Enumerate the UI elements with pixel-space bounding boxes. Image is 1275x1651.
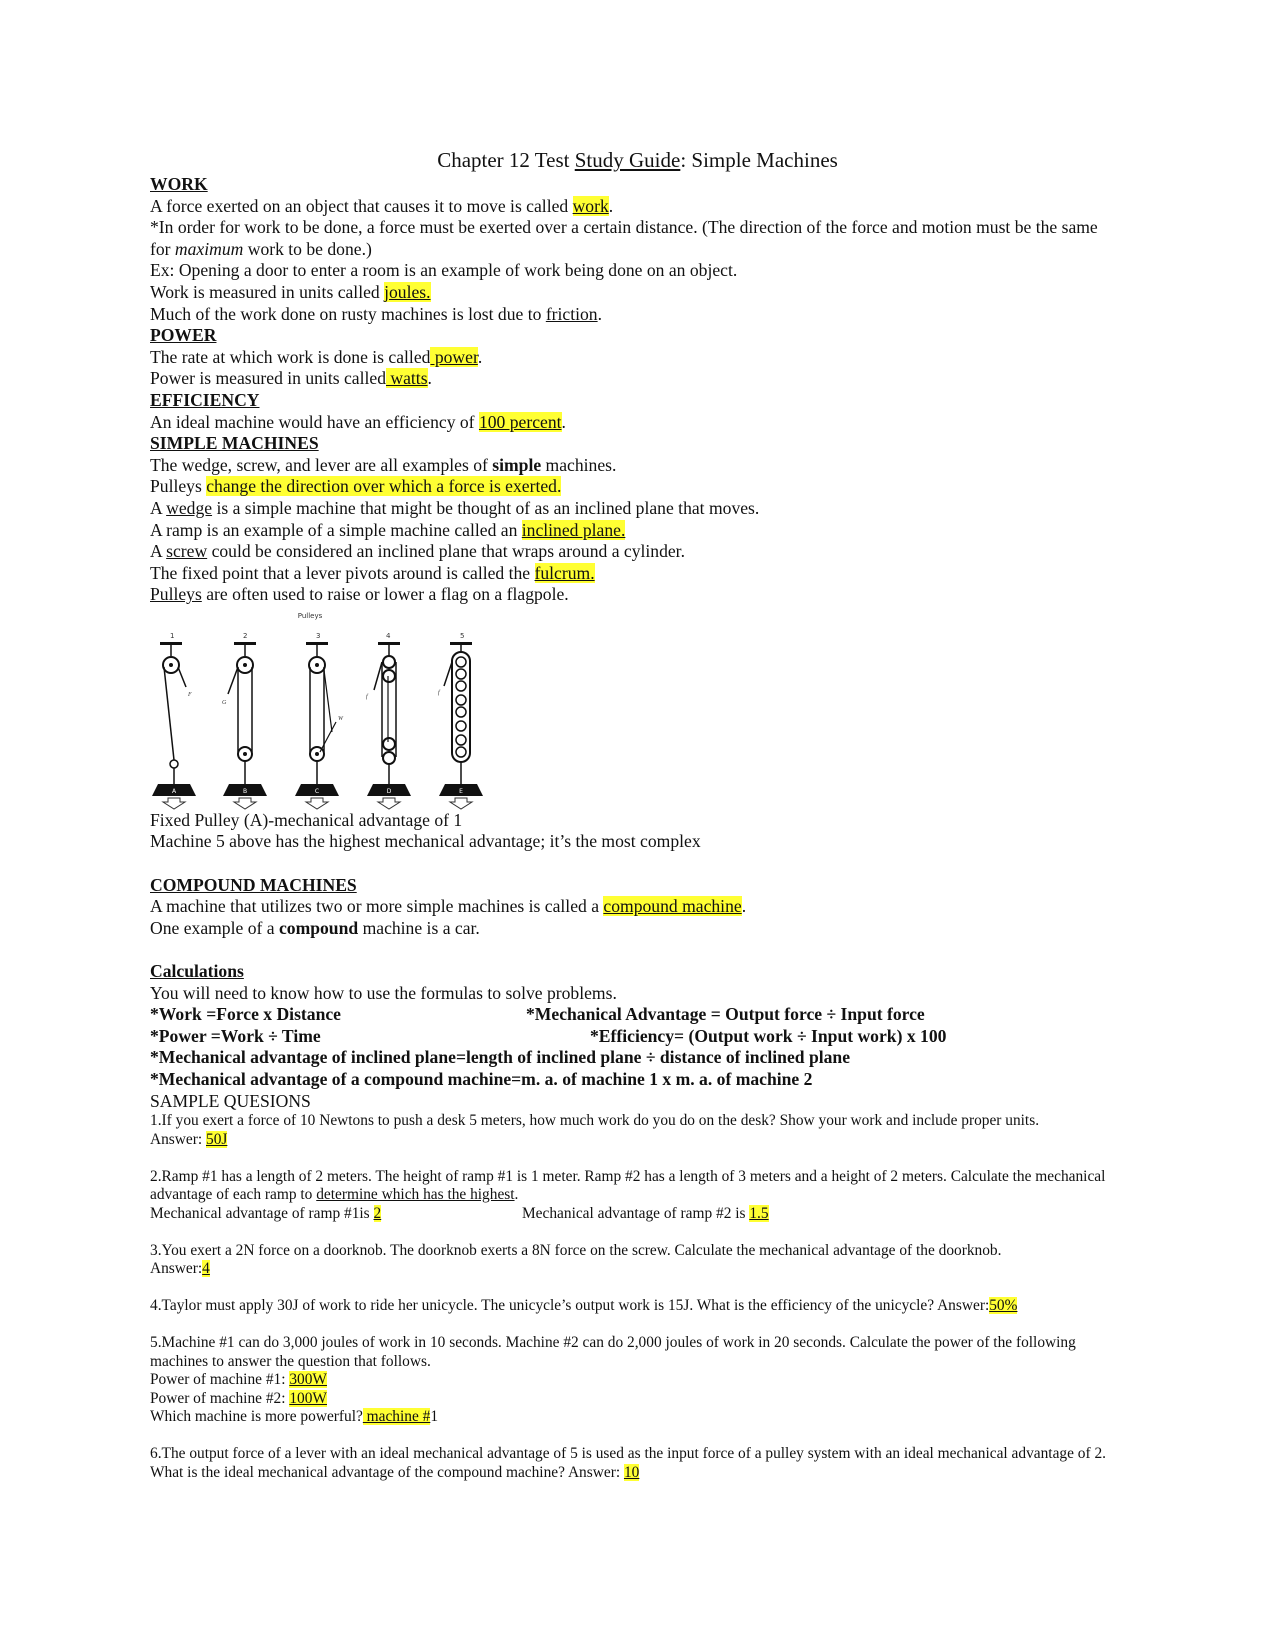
work-line-4 bbox=[150, 282, 1120, 304]
power-line-1 bbox=[150, 347, 1120, 369]
question-3: 3.You exert a 2N force on a doorknob. The doorknob exerts a 8N force on the screw. Calculate the mechanical advantage of the doorknob. bbox=[150, 1241, 1002, 1259]
heading-compound-machines: COMPOUND MACHINES bbox=[150, 874, 357, 895]
figure-caption: Pulleys bbox=[297, 611, 323, 620]
pulley-number: 2 bbox=[243, 631, 248, 640]
answer-highlight: 1.5 bbox=[749, 1204, 769, 1222]
text: Answer: bbox=[150, 1130, 206, 1148]
question-2-answers bbox=[150, 1205, 1120, 1224]
svg-text:f: f bbox=[366, 693, 368, 700]
pulley-system-4 bbox=[366, 632, 411, 809]
text: Pulleys bbox=[150, 476, 207, 497]
text: Mechanical advantage of ramp #1is bbox=[150, 1204, 374, 1222]
question-5-answer-2 bbox=[150, 1390, 1120, 1409]
text: Power is measured in units called bbox=[150, 368, 386, 389]
text: Power of machine #1: bbox=[150, 1371, 290, 1389]
formula-inclined-plane: *Mechanical advantage of inclined plane=length of inclined plane ÷ distance of inclined plane bbox=[150, 1047, 851, 1068]
pulley-number: 5 bbox=[460, 631, 465, 640]
answer-highlight: 100W bbox=[289, 1389, 327, 1407]
efficiency-line-1 bbox=[150, 412, 1120, 434]
formula-mechanical-advantage: *Mechanical Advantage = Output force ÷ Input force bbox=[526, 1004, 925, 1025]
svg-text:G: G bbox=[222, 699, 227, 706]
pulley-system-1 bbox=[152, 632, 196, 809]
text: A ramp is an example of a simple machine called an bbox=[150, 519, 522, 540]
document-body bbox=[150, 174, 1120, 1482]
answer-underline: Pulleys bbox=[150, 584, 202, 605]
pulley-number: 3 bbox=[316, 631, 321, 640]
text: A bbox=[150, 497, 167, 518]
text: Answer: bbox=[150, 1260, 203, 1278]
load-label: D bbox=[386, 787, 392, 795]
simple-line-5 bbox=[150, 541, 1120, 563]
heading-work: WORK bbox=[150, 174, 208, 194]
load-label: B bbox=[242, 787, 248, 795]
answer-highlight: 10 bbox=[623, 1463, 640, 1481]
text: . bbox=[514, 1186, 519, 1204]
page-title bbox=[0, 148, 1275, 172]
text: 4.Taylor must apply 30J of work to ride her unicycle. The unicycle’s output work is 15J. What is the efficiency of the unicycle? Answer: bbox=[150, 1297, 990, 1315]
answer-highlight: machine # bbox=[362, 1408, 431, 1426]
formula-row-2 bbox=[150, 1026, 1120, 1048]
svg-text:f: f bbox=[438, 689, 440, 696]
text: could be considered an inclined plane that wraps around a cylinder. bbox=[207, 541, 685, 562]
pulley-number: 4 bbox=[386, 631, 391, 640]
answer-underline: wedge bbox=[166, 497, 213, 518]
answer-highlight: change the direction over which a force is exerted. bbox=[206, 476, 562, 497]
question-2 bbox=[150, 1168, 1120, 1205]
formula-work: *Work =Force x Distance bbox=[150, 1004, 341, 1025]
italic-text: maximum bbox=[174, 238, 244, 259]
text: Much of the work done on rusty machines is lost due to bbox=[150, 303, 546, 324]
text: work to be done.) bbox=[243, 238, 372, 259]
text: machines. bbox=[541, 454, 617, 475]
text: Which machine is more powerful? bbox=[150, 1408, 363, 1426]
text: 1 bbox=[430, 1408, 439, 1426]
work-line-3: Ex: Opening a door to enter a room is an example of work being done on an object. bbox=[150, 260, 738, 281]
answer-highlight: inclined plane. bbox=[521, 519, 626, 540]
answer-underline: screw bbox=[166, 541, 208, 562]
answer-underline: friction bbox=[545, 303, 598, 324]
bold-text: compound bbox=[278, 917, 359, 938]
pulley-system-2 bbox=[222, 632, 267, 809]
compound-line-1 bbox=[150, 896, 1120, 918]
answer-highlight: watts bbox=[386, 368, 428, 389]
compound-line-2 bbox=[150, 918, 1120, 940]
text: . bbox=[741, 896, 747, 917]
title-underlined: Study Guide bbox=[574, 148, 681, 172]
pulley-system-5 bbox=[438, 632, 483, 809]
question-3-answer bbox=[150, 1260, 1120, 1279]
pulley-note-1: Fixed Pulley (A)-mechanical advantage of 1 bbox=[150, 809, 463, 830]
pulley-system-3 bbox=[295, 632, 344, 809]
spacer bbox=[150, 1279, 1120, 1298]
spacer bbox=[150, 853, 1120, 875]
answer-highlight: power bbox=[430, 346, 478, 367]
calc-intro: You will need to know how to use the formulas to solve problems. bbox=[150, 982, 617, 1003]
pulleys-figure bbox=[150, 612, 510, 810]
spacer bbox=[150, 1427, 1120, 1446]
text: An ideal machine would have an efficiency of bbox=[150, 411, 479, 432]
bold-text: simple bbox=[492, 454, 542, 475]
text: . bbox=[477, 346, 483, 367]
load-label: E bbox=[459, 787, 463, 795]
question-1-answer bbox=[150, 1131, 1120, 1150]
text: A bbox=[150, 541, 167, 562]
text: . bbox=[597, 303, 603, 324]
text: are often used to raise or lower a flag on a flagpole. bbox=[201, 584, 569, 605]
formula-efficiency: *Efficiency= (Output work ÷ Input work) x 100 bbox=[590, 1025, 947, 1046]
spacer bbox=[150, 1223, 1120, 1242]
simple-line-6 bbox=[150, 563, 1120, 585]
answer-highlight: 50J bbox=[206, 1130, 228, 1148]
answer-highlight: 300W bbox=[289, 1371, 327, 1389]
text: The fixed point that a lever pivots around is called the bbox=[150, 562, 535, 583]
pulley-note-2: Machine 5 above has the highest mechanical advantage; it’s the most complex bbox=[150, 831, 701, 852]
question-1: 1.If you exert a force of 10 Newtons to push a desk 5 meters, how much work do you do on the desk? Show your work and include proper units. bbox=[150, 1112, 1040, 1130]
text: The rate at which work is done is called bbox=[150, 346, 431, 367]
spacer bbox=[150, 1149, 1120, 1168]
text: A machine that utilizes two or more simple machines is called a bbox=[150, 896, 604, 917]
sample-questions-label: SAMPLE QUESIONS bbox=[150, 1090, 311, 1111]
load-label: C bbox=[314, 787, 320, 795]
simple-line-3 bbox=[150, 498, 1120, 520]
heading-calculations: Calculations bbox=[150, 961, 244, 982]
question-5: 5.Machine #1 can do 3,000 joules of work in 10 seconds. Machine #2 can do 2,000 joules of work in 20 seconds. Calculate the power of the following machines to answer the question that follows. bbox=[150, 1334, 1076, 1370]
answer-highlight: 100 percent bbox=[478, 411, 562, 432]
work-line-1 bbox=[150, 196, 1120, 218]
spacer bbox=[150, 939, 1120, 961]
answer-highlight: work bbox=[572, 195, 609, 216]
question-4 bbox=[150, 1297, 1120, 1316]
text: One example of a bbox=[150, 917, 279, 938]
spacer bbox=[150, 1316, 1120, 1335]
text: is a simple machine that might be thought of as an inclined plane that moves. bbox=[212, 497, 760, 518]
answer-highlight: joules. bbox=[384, 281, 431, 302]
text: The wedge, screw, and lever are all examples of bbox=[150, 454, 493, 475]
text: 6.The output force of a lever with an ideal mechanical advantage of 5 is used as the input force of a pulley system with an ideal mechanical advantage of 2. What is the ideal mechanical advantage of the compound machine? Answer: bbox=[150, 1445, 1107, 1481]
simple-line-1 bbox=[150, 455, 1120, 477]
questions-block bbox=[150, 1112, 1120, 1482]
answer-highlight: fulcrum. bbox=[534, 562, 595, 583]
formula-compound-machine: *Mechanical advantage of a compound machine=m. a. of machine 1 x m. a. of machine 2 bbox=[150, 1069, 813, 1089]
text: Power of machine #2: bbox=[150, 1389, 290, 1407]
heading-power: POWER bbox=[150, 325, 217, 346]
text: 2.Ramp #1 has a length of 2 meters. The height of ramp #1 is 1 meter. Ramp #2 has a length of 3 meters and a height of 2 meters. Calculate the mechanical advantage of each ramp to bbox=[150, 1167, 1106, 1204]
answer-highlight: 50% bbox=[989, 1297, 1018, 1315]
svg-text:F: F bbox=[188, 691, 192, 698]
svg-text:W: W bbox=[338, 715, 343, 722]
text: . bbox=[608, 195, 614, 216]
question-5-answer-3 bbox=[150, 1408, 1120, 1427]
underlined-text: determine which has the highest bbox=[316, 1186, 515, 1204]
power-line-2 bbox=[150, 368, 1120, 390]
simple-line-7 bbox=[150, 584, 1120, 606]
work-line-2 bbox=[150, 217, 1120, 260]
text: A force exerted on an object that causes it to move is called bbox=[150, 195, 573, 216]
formula-row-1 bbox=[150, 1004, 1120, 1026]
answer-highlight: compound machine bbox=[603, 896, 742, 917]
text: Mechanical advantage of ramp #2 is bbox=[522, 1204, 750, 1222]
answer-highlight: 4 bbox=[202, 1260, 210, 1278]
heading-efficiency: EFFICIENCY bbox=[150, 389, 260, 410]
title-prefix: Chapter 12 Test bbox=[437, 148, 575, 172]
text: . bbox=[561, 411, 566, 432]
pulley-number: 1 bbox=[170, 631, 175, 640]
heading-simple-machines: SIMPLE MACHINES bbox=[150, 433, 319, 454]
question-6 bbox=[150, 1445, 1120, 1482]
text: Work is measured in units called bbox=[150, 281, 385, 302]
title-suffix: : Simple Machines bbox=[680, 148, 838, 172]
simple-line-4 bbox=[150, 520, 1120, 542]
formula-power: *Power =Work ÷ Time bbox=[150, 1025, 321, 1046]
answer-highlight: 2 bbox=[373, 1204, 382, 1222]
pulleys-diagram bbox=[150, 612, 510, 810]
text: *In order for work to be done, a force must be exerted over a certain distance. (The direction of the force and motion must be the same for bbox=[150, 217, 1098, 259]
ramp-1-answer bbox=[150, 1205, 522, 1224]
text: . bbox=[427, 368, 432, 389]
question-5-answer-1 bbox=[150, 1371, 1120, 1390]
text: machine is a car. bbox=[358, 917, 480, 938]
load-label: A bbox=[171, 787, 177, 795]
simple-line-2 bbox=[150, 476, 1120, 498]
work-line-5 bbox=[150, 304, 1120, 326]
